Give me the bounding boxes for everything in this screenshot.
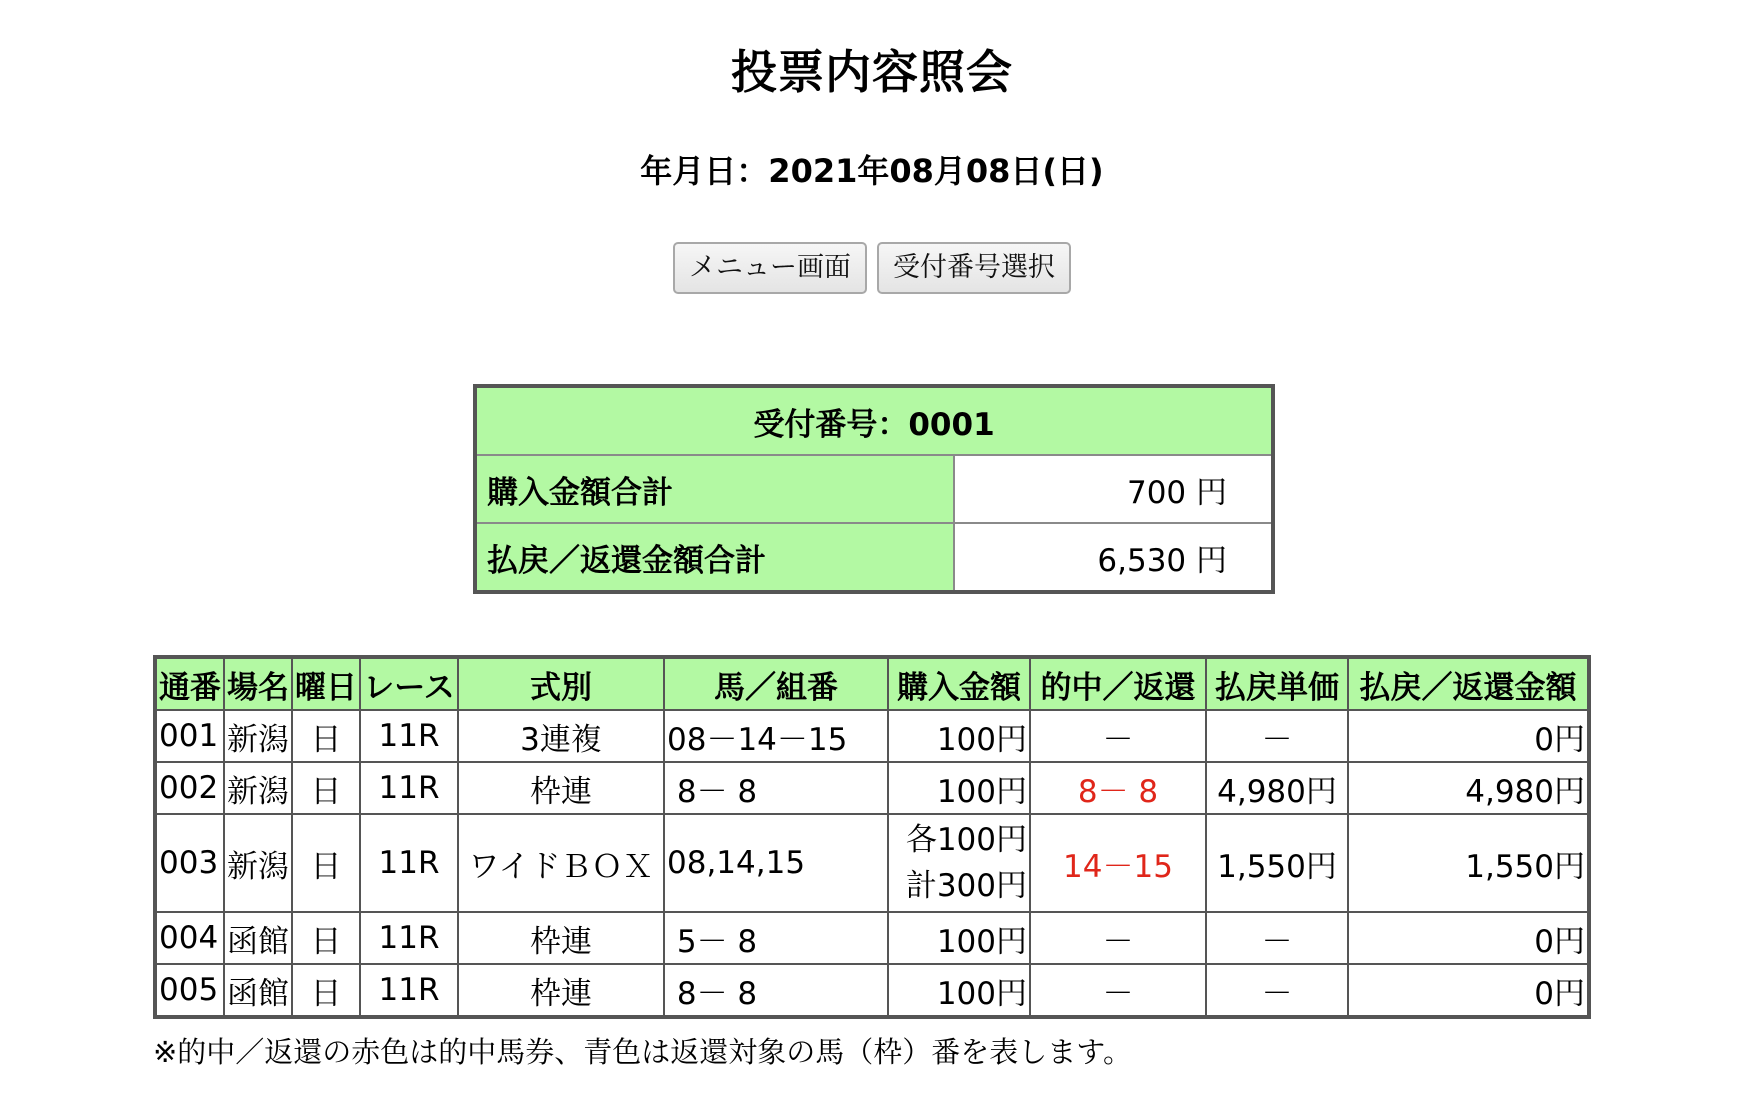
cell-hit-refund: － [1030, 710, 1206, 762]
table-row [155, 762, 1589, 814]
cell-hit-refund: 14－15 [1030, 814, 1206, 912]
header-combination: 馬／組番 [664, 657, 888, 710]
cell-hit-refund: － [1030, 964, 1206, 1017]
table-row [155, 814, 1589, 912]
cell-weekday: 日 [292, 710, 360, 762]
button-bar [0, 242, 1744, 294]
table-row [155, 964, 1589, 1017]
cell-purchase-amount: 100円 [888, 762, 1030, 814]
cell-purchase-amount: 100円 [888, 964, 1030, 1017]
cell-payout-amount: 0円 [1348, 912, 1589, 964]
cell-race: 11R [360, 912, 458, 964]
cell-weekday: 日 [292, 762, 360, 814]
receipt-select-button[interactable]: 受付番号選択 [877, 242, 1071, 294]
payout-total-value: 6,530 円 [954, 523, 1273, 592]
bet-detail-table [153, 655, 1591, 1019]
receipt-number-header: 受付番号：0001 [475, 386, 1273, 455]
cell-race: 11R [360, 814, 458, 912]
cell-venue: 新潟 [224, 814, 292, 912]
detail-header-row [155, 657, 1589, 710]
header-serial: 通番 [155, 657, 224, 710]
cell-payout-unit: 1,550円 [1206, 814, 1348, 912]
cell-purchase-amount: 100円 [888, 710, 1030, 762]
payout-total-label: 払戻／返還金額合計 [475, 523, 954, 592]
cell-serial: 004 [155, 912, 224, 964]
cell-combination: 08,14,15 [664, 814, 888, 912]
header-weekday: 曜日 [292, 657, 360, 710]
cell-bet-type: 3連複 [458, 710, 664, 762]
summary-table [473, 384, 1275, 594]
header-race: レース [360, 657, 458, 710]
table-row [155, 710, 1589, 762]
cell-payout-amount: 0円 [1348, 964, 1589, 1017]
cell-venue: 函館 [224, 964, 292, 1017]
cell-bet-type: 枠連 [458, 912, 664, 964]
purchase-total-label: 購入金額合計 [475, 455, 954, 523]
cell-race: 11R [360, 762, 458, 814]
cell-payout-amount: 1,550円 [1348, 814, 1589, 912]
cell-hit-refund: － [1030, 912, 1206, 964]
cell-bet-type: 枠連 [458, 964, 664, 1017]
cell-purchase-amount [888, 814, 1030, 912]
cell-payout-amount: 0円 [1348, 710, 1589, 762]
cell-combination: 8－ 8 [664, 964, 888, 1017]
cell-purchase-amount: 100円 [888, 912, 1030, 964]
cell-payout-unit: 4,980円 [1206, 762, 1348, 814]
cell-race: 11R [360, 710, 458, 762]
cell-weekday: 日 [292, 964, 360, 1017]
purchase-amount-total: 計300円 [905, 868, 1027, 904]
cell-serial: 002 [155, 762, 224, 814]
header-hit-refund: 的中／返還 [1030, 657, 1206, 710]
header-bet-type: 式別 [458, 657, 664, 710]
cell-payout-unit: － [1206, 964, 1348, 1017]
cell-venue: 函館 [224, 912, 292, 964]
cell-payout-unit: － [1206, 912, 1348, 964]
header-purchase-amount: 購入金額 [888, 657, 1030, 710]
menu-button[interactable]: メニュー画面 [673, 242, 867, 294]
legend-note: ※的中／返還の赤色は的中馬券、青色は返還対象の馬（枠）番を表します。 [153, 1035, 1132, 1069]
header-payout-amount: 払戻／返還金額 [1348, 657, 1589, 710]
purchase-total-value: 700 円 [954, 455, 1273, 523]
cell-venue: 新潟 [224, 710, 292, 762]
date-line: 年月日：2021年08月08日(日) [640, 152, 1104, 190]
cell-race: 11R [360, 964, 458, 1017]
cell-payout-unit: － [1206, 710, 1348, 762]
cell-serial: 003 [155, 814, 224, 912]
header-venue: 場名 [224, 657, 292, 710]
cell-weekday: 日 [292, 912, 360, 964]
table-row [155, 912, 1589, 964]
cell-venue: 新潟 [224, 762, 292, 814]
cell-combination: 5－ 8 [664, 912, 888, 964]
cell-payout-amount: 4,980円 [1348, 762, 1589, 814]
cell-serial: 005 [155, 964, 224, 1017]
cell-combination: 08－14－15 [664, 710, 888, 762]
header-payout-unit: 払戻単価 [1206, 657, 1348, 710]
cell-bet-type: 枠連 [458, 762, 664, 814]
cell-weekday: 日 [292, 814, 360, 912]
purchase-amount-each: 各100円 [905, 822, 1027, 858]
cell-hit-refund: 8－ 8 [1030, 762, 1206, 814]
cell-combination: 8－ 8 [664, 762, 888, 814]
cell-serial: 001 [155, 710, 224, 762]
cell-bet-type: ワイドＢＯＸ [458, 814, 664, 912]
page-title: 投票内容照会 [731, 45, 1013, 99]
